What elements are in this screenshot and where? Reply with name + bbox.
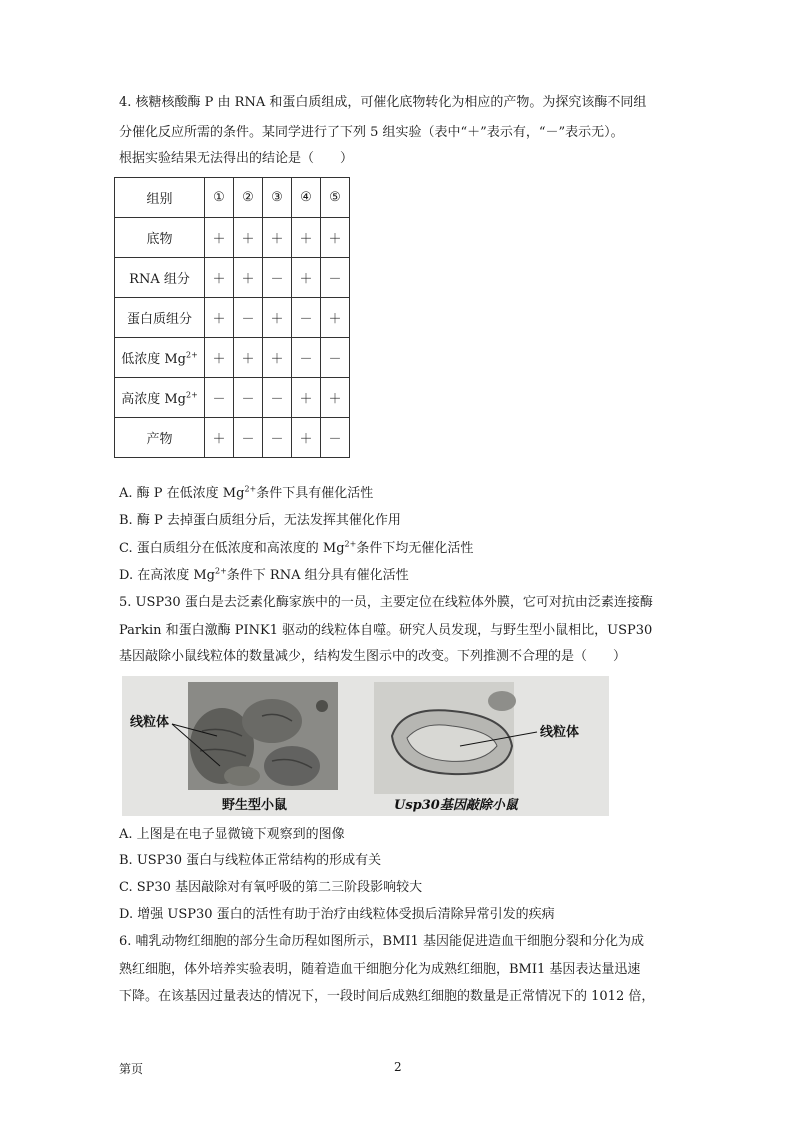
table-cell: － bbox=[263, 378, 292, 418]
q5-stem-line-2: Parkin 和蛋白激酶 PINK1 驱动的线粒体自噬。研究人员发现，与野生型小鼠相比，USP30 bbox=[119, 623, 653, 638]
wildtype-micrograph bbox=[188, 682, 338, 790]
table-cell: － bbox=[321, 418, 350, 458]
table-cell: ＋ bbox=[205, 258, 234, 298]
q6-stem-line-2: 熟红细胞，体外培养实验表明，随着造血干细胞分化为成熟红细胞，BMI1 基因表达量迅速 bbox=[119, 962, 641, 977]
table-cell: ＋ bbox=[321, 378, 350, 418]
table-cell: ＋ bbox=[263, 298, 292, 338]
table-cell: ＋ bbox=[321, 218, 350, 258]
table-cell: － bbox=[321, 338, 350, 378]
table-cell: － bbox=[205, 378, 234, 418]
mitochondria-micrograph-figure bbox=[122, 676, 609, 816]
table-cell: ＋ bbox=[321, 298, 350, 338]
footer-page-label: 第页 bbox=[119, 1062, 144, 1076]
q4-option-a: A. 酶 P 在低浓度 $Mg^{2+}$条件下具有催化活性 bbox=[119, 484, 374, 501]
table-header-cell: ③ bbox=[263, 178, 292, 218]
q5-option-d: D. 增强 USP30 蛋白的活性有助于治疗由线粒体受损后清除异常引发的疾病 bbox=[119, 907, 555, 922]
table-header-cell: ① bbox=[205, 178, 234, 218]
knockout-caption: Usp30基因敲除小鼠 bbox=[394, 798, 518, 813]
row-label: 产物 bbox=[115, 418, 205, 458]
experiment-table bbox=[114, 177, 350, 458]
table-cell: ＋ bbox=[205, 298, 234, 338]
table-row bbox=[115, 218, 350, 258]
q6-stem-line-1: 6. 哺乳动物红细胞的部分生命历程如图所示，BMI1 基因能促进造血干细胞分裂和分化为成 bbox=[119, 934, 644, 949]
row-label: 高浓度 $Mg^{2+}$ bbox=[115, 378, 205, 418]
table-cell: ＋ bbox=[263, 218, 292, 258]
q4-stem-line-2: 分催化反应所需的条件。某同学进行了下列 5 组实验（表中“＋”表示有，“－”表示无）。 bbox=[119, 125, 624, 140]
table-header-cell: ⑤ bbox=[321, 178, 350, 218]
table-cell: － bbox=[234, 298, 263, 338]
table-cell: ＋ bbox=[292, 418, 321, 458]
right-mitochondria-label: 线粒体 bbox=[540, 725, 580, 740]
wildtype-caption: 野生型小鼠 bbox=[222, 798, 288, 813]
q4-stem-line-1: 4. 核糖核酸酶 P 由 RNA 和蛋白质组成，可催化底物转化为相应的产物。为探究该酶不同组 bbox=[119, 95, 647, 110]
table-cell: ＋ bbox=[205, 418, 234, 458]
table-cell: － bbox=[292, 338, 321, 378]
table-cell: － bbox=[263, 258, 292, 298]
q4-option-d: D. 在高浓度 $Mg^{2+}$条件下 RNA 组分具有催化活性 bbox=[119, 566, 409, 583]
table-cell: － bbox=[263, 418, 292, 458]
row-label: 蛋白质组分 bbox=[115, 298, 205, 338]
table-cell: ＋ bbox=[234, 258, 263, 298]
table-row bbox=[115, 418, 350, 458]
table-cell: ＋ bbox=[263, 338, 292, 378]
q4-stem-line-3: 根据实验结果无法得出的结论是（ ） bbox=[119, 151, 354, 166]
q6-stem-line-3: 下降。在该基因过量表达的情况下，一段时间后成熟红细胞的数量是正常情况下的 1012 倍， bbox=[119, 989, 655, 1004]
q5-option-c: C. SP30 基因敲除对有氧呼吸的第二三阶段影响较大 bbox=[119, 880, 423, 895]
table-cell: － bbox=[234, 378, 263, 418]
q4-option-b: B. 酶 P 去掉蛋白质组分后，无法发挥其催化作用 bbox=[119, 513, 401, 528]
table-cell: － bbox=[321, 258, 350, 298]
table-cell: ＋ bbox=[292, 378, 321, 418]
q5-option-a: A. 上图是在电子显微镜下观察到的图像 bbox=[119, 827, 345, 842]
q5-stem-line-3: 基因敲除小鼠线粒体的数量减少，结构发生图示中的改变。下列推测不合理的是（ ） bbox=[119, 649, 627, 664]
table-cell: ＋ bbox=[292, 218, 321, 258]
footer-page-number: 2 bbox=[394, 1060, 402, 1074]
table-cell: － bbox=[292, 298, 321, 338]
table-cell: ＋ bbox=[234, 218, 263, 258]
table-row bbox=[115, 338, 350, 378]
row-label: RNA 组分 bbox=[115, 258, 205, 298]
table-header-cell: ④ bbox=[292, 178, 321, 218]
row-label: 底物 bbox=[115, 218, 205, 258]
table-cell: ＋ bbox=[292, 258, 321, 298]
left-mitochondria-label: 线粒体 bbox=[130, 715, 170, 730]
table-cell: ＋ bbox=[205, 338, 234, 378]
table-header-row bbox=[115, 178, 350, 218]
q5-stem-line-1: 5. USP30 蛋白是去泛素化酶家族中的一员，主要定位在线粒体外膜，它可对抗由泛素连接酶 bbox=[119, 595, 653, 610]
table-header-cell: ② bbox=[234, 178, 263, 218]
table-cell: － bbox=[234, 418, 263, 458]
table-header-cell: 组别 bbox=[115, 178, 205, 218]
table-cell: ＋ bbox=[205, 218, 234, 258]
q4-option-c: C. 蛋白质组分在低浓度和高浓度的 $Mg^{2+}$条件下均无催化活性 bbox=[119, 539, 474, 556]
table-row bbox=[115, 298, 350, 338]
knockout-micrograph bbox=[374, 682, 516, 794]
q5-option-b: B. USP30 蛋白与线粒体正常结构的形成有关 bbox=[119, 853, 382, 868]
table-cell: ＋ bbox=[234, 338, 263, 378]
row-label: 低浓度 $Mg^{2+}$ bbox=[115, 338, 205, 378]
table-row bbox=[115, 378, 350, 418]
table-row bbox=[115, 258, 350, 298]
